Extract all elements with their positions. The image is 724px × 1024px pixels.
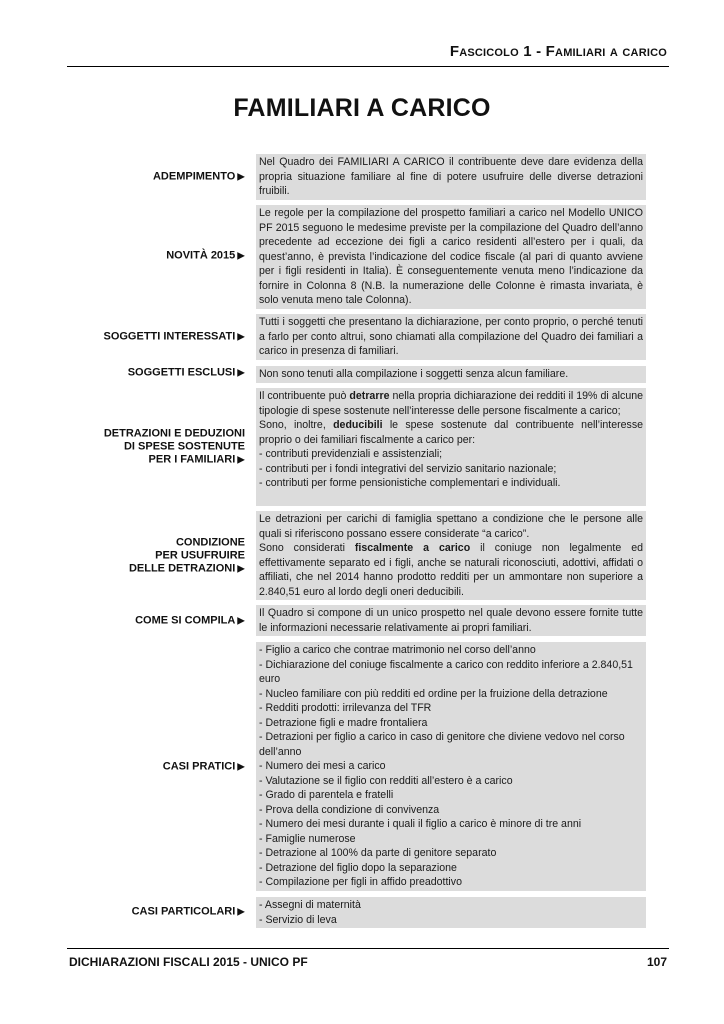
section-content: Nel Quadro dei FAMILIARI A CARICO il contribuente deve dare evidenza della propria situazione familiare al fine di potere usufruire delle diverse detrazioni fruibili. (256, 154, 646, 200)
list-item: - Detrazione del figlio dopo la separazione (259, 861, 457, 874)
section-label: CONDIZIONE PER USUFRUIRE DELLE DETRAZIONI ▶ (128, 536, 245, 575)
arrow-right-icon: ▶ (237, 454, 245, 466)
arrow-right-icon: ▶ (237, 563, 245, 575)
arrow-right-icon: ▶ (237, 367, 245, 379)
list-item: - Nucleo familiare con più redditi ed ordine per la fruizione della detrazione (259, 687, 608, 700)
header-title: Fascicolo 1 - Familiari a carico (449, 43, 667, 60)
page-footer (67, 948, 669, 973)
section-content: Il Quadro si compone di un unico prospetto nel quale devono essere fornite tutte le informazioni necessarie relativamente ai propri familiari. (256, 605, 646, 636)
list-item: - Detrazioni per figlio a carico in caso di genitore che diviene vedovo nel corso dell’anno (259, 731, 625, 758)
arrow-right-icon: ▶ (237, 615, 245, 627)
paragraph: Le detrazioni per carichi di famiglia spettano a condizione che le persone alle quali si riferiscono possano essere considerate “a carico”. (259, 513, 643, 540)
list-item: - contributi per forme pensionistiche complementari e individuali. (259, 477, 561, 489)
list-item: - Numero dei mesi a carico (259, 760, 386, 772)
section-content (256, 388, 646, 506)
list-item: - Figlio a carico che contrae matrimonio nel corso dell’anno (259, 644, 536, 656)
section-content (256, 897, 646, 928)
section-label: NOVITÀ 2015 ▶ (166, 249, 245, 262)
section-label: COME SI COMPILA ▶ (135, 614, 245, 627)
paragraph: Sono, inoltre, deducibili le spese sostenute dal contribuente nell’interesse proprio o dei familiari fiscalmente a carico per: (259, 419, 644, 446)
list-item: - Assegni di maternità (259, 899, 361, 911)
list-item: - Redditi prodotti: irrilevanza del TFR (259, 702, 432, 714)
section-content (256, 642, 646, 891)
arrow-right-icon: ▶ (237, 761, 245, 773)
arrow-right-icon: ▶ (237, 331, 245, 343)
section-content: Tutti i soggetti che presentano la dichiarazione, per conto proprio, o perché tenuti a farlo per conto altrui, sono chiamati alla compilazione del Quadro dei familiari a carico in presenza di familiari. (256, 314, 646, 360)
section-content: Non sono tenuti alla compilazione i soggetti senza alcun familiare. (256, 366, 646, 383)
section-label: SOGGETTI ESCLUSI ▶ (127, 366, 245, 379)
list-item: - Famiglie numerose (259, 832, 356, 845)
section-content (256, 511, 646, 600)
list-item: - contributi per i fondi integrativi del servizio sanitario nazionale; (259, 462, 557, 475)
section-label: ADEMPIMENTO ▶ (152, 170, 245, 183)
paragraph: Il contribuente può detrarre nella propria dichiarazione dei redditi il 19% di alcune tipologie di spese sostenute nell’interesse delle persone fiscalmente a carico; (259, 390, 644, 417)
section-label: CASI PARTICOLARI ▶ (131, 905, 245, 918)
page-number: 107 (646, 955, 667, 969)
arrow-right-icon: ▶ (237, 906, 245, 918)
list-item: - Valutazione se il figlio con redditi all’estero è a carico (259, 774, 513, 787)
paragraph: Sono considerati fiscalmente a carico il coniuge non legalmente ed effettivamente separato ed i figli, anche se naturali riconosciuti, adottivi, affidati o affiliati, che nel 2014 hanno prodotto redditi per un ammontare non superiore a 2.840,51 euro al lordo degli oneri deducibili. (259, 542, 643, 598)
footer-publication: DICHIARAZIONI FISCALI 2015 - UNICO PF (69, 955, 308, 969)
list-item: - Grado di parentela e fratelli (259, 789, 394, 801)
page-title: FAMILIARI A CARICO (233, 94, 491, 122)
list-item: - Detrazione al 100% da parte di genitore separato (259, 847, 497, 859)
list-item: - Servizio di leva (259, 913, 337, 926)
list-item: - Detrazione figli e madre frontaliera (259, 716, 428, 729)
list-item: - Dichiarazione del coniuge fiscalmente a carico con reddito inferiore a 2.840,51 euro (259, 658, 633, 685)
page-header (67, 40, 669, 67)
list-item: - Numero dei mesi durante i quali il figlio a carico è minore di tre anni (259, 818, 582, 830)
list-item: - contributi previdenziali e assistenziali; (259, 448, 443, 460)
section-content: Le regole per la compilazione del prospetto familiari a carico nel Modello UNICO PF 2015 seguono le medesime previste per la compilazione del Quadro dell’anno precedente ad eccezione dei figli a carico residenti all’estero per i quali, da quest’anno, è prevista l’indicazione del codice fiscale (al pari di quanto avviene per i figli residenti in Italia). È conseguentemente venuta meno l’indicazione da fornire in Colonna 8 (N.B. la numerazione delle Colonne è rimasta invariata, è solo venuta meno tale Colonna). (256, 205, 646, 309)
section-label: SOGGETTI INTERESSATI ▶ (103, 330, 245, 343)
list-item: - Compilazione per figli in affido preadottivo (259, 876, 462, 888)
arrow-right-icon: ▶ (237, 171, 245, 183)
arrow-right-icon: ▶ (237, 250, 245, 262)
list-item: - Prova della condizione di convivenza (259, 803, 440, 816)
section-label: DETRAZIONI E DEDUZIONI DI SPESE SOSTENUTE PER I FAMILIARI ▶ (103, 427, 245, 466)
section-label: CASI PRATICI ▶ (162, 760, 245, 773)
